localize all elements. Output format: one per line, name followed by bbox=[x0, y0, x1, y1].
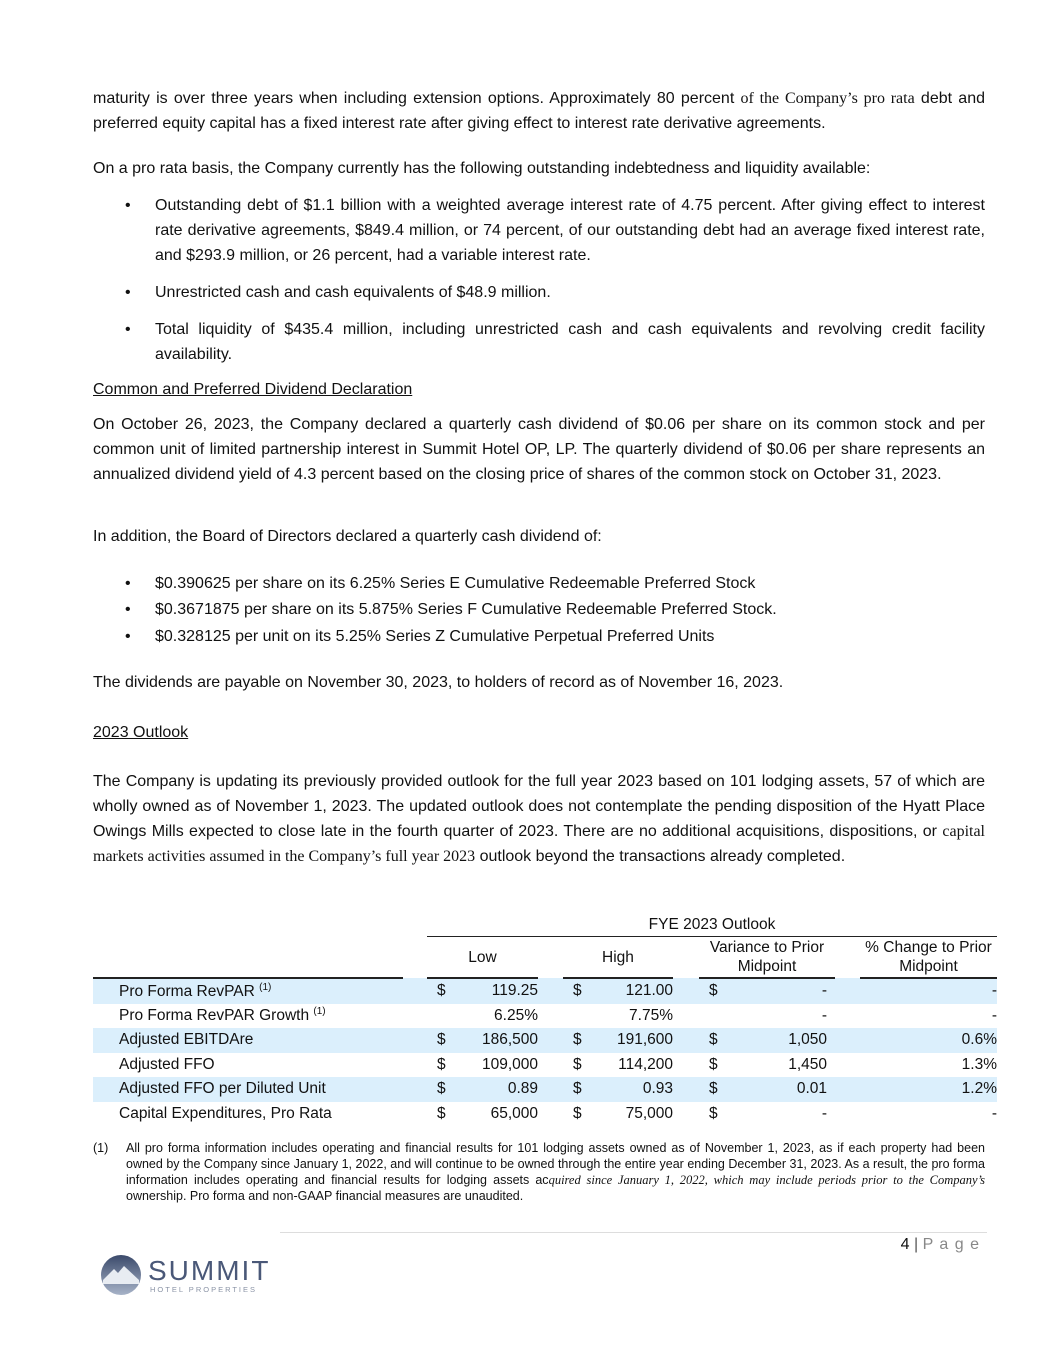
row-label: Pro Forma RevPAR $^{(1)}$ bbox=[93, 978, 403, 1004]
table-row bbox=[93, 1004, 997, 1029]
low-currency bbox=[427, 1004, 455, 1029]
low-value: 6.25% bbox=[494, 1006, 538, 1024]
paragraph-debt-maturity: maturity is over three years when including extension options. Approximately 80 percent of the Company’s pro rata debt and preferred equity capital has a fixed interest rate after giving effect to interest rate derivative agreements. bbox=[93, 90, 985, 132]
low-value: 119.25 bbox=[455, 978, 538, 1004]
variance-currency: $ bbox=[699, 1077, 726, 1102]
variance-currency: $ bbox=[699, 1028, 726, 1053]
footnote-number: (1) bbox=[93, 1141, 109, 1155]
row-label: Adjusted FFO per Diluted Unit bbox=[93, 1077, 403, 1102]
row-label: Pro Forma RevPAR Growth $^{(1)}$ bbox=[119, 1006, 326, 1025]
footnote bbox=[93, 1140, 985, 1204]
high-currency: $ bbox=[573, 1104, 582, 1122]
variance-value: - bbox=[821, 1104, 827, 1122]
pct-change-value: - bbox=[860, 978, 997, 1004]
preferred-dividend-list bbox=[93, 571, 985, 649]
mountain-logo-icon bbox=[100, 1254, 142, 1296]
low-currency: $ bbox=[427, 1028, 455, 1053]
column-header-variance: Variance to Prior Midpoint bbox=[699, 937, 835, 979]
high-value: 191,600 bbox=[590, 1028, 673, 1053]
high-value: 0.93 bbox=[590, 1077, 673, 1102]
paragraph-dividend: On October 26, 2023, the Company declared a quarterly cash dividend of $0.06 per share on its common stock and per common unit of limited partnership interest in Summit Hotel OP, LP. The quarterly dividend of $0.06 per share represents an annualized dividend yield of 4.3 percent based on the closing price of shares of the common stock on October 31, 2023. bbox=[93, 416, 985, 483]
table-row bbox=[93, 1102, 997, 1127]
row-label: Capital Expenditures, Pro Rata bbox=[119, 1104, 332, 1122]
column-header-low: Low bbox=[427, 937, 538, 979]
footer-divider bbox=[280, 1232, 987, 1233]
variance-value: 1,050 bbox=[726, 1028, 835, 1053]
liquidity-list bbox=[93, 193, 985, 367]
variance-value: 1,450 bbox=[788, 1055, 827, 1073]
variance-currency: $ bbox=[709, 1055, 718, 1073]
high-value: 114,200 bbox=[618, 1055, 673, 1073]
row-label: Adjusted FFO bbox=[119, 1055, 215, 1073]
low-value: 65,000 bbox=[490, 1104, 538, 1122]
table-row bbox=[93, 1053, 997, 1078]
high-value: 7.75% bbox=[629, 1006, 673, 1024]
column-header-high: High bbox=[563, 937, 673, 979]
high-currency: $ bbox=[563, 1077, 590, 1102]
page-number: 4 | P a g e bbox=[900, 1236, 980, 1253]
variance-currency: $ bbox=[699, 978, 726, 1004]
high-currency: $ bbox=[563, 1028, 590, 1053]
list-item: • $0.390625 per share on its 6.25% Series E Cumulative Redeemable Preferred Stock bbox=[93, 571, 985, 596]
footnote-text: All pro forma information includes operating and financial results for 101 lodging assets owned as of November 1, 2023, as if each property had been owned by the Company since January 1, 2022, and will continue to be owned through the entire year ending December 31, 2023. As a result, the pro forma information includes operating and financial results for lodging assets acquired since January 1, 2022, which may include periods prior to the Company’s ownership. Pro forma and non-GAAP financial measures are unaudited. bbox=[126, 1141, 985, 1203]
low-value: 0.89 bbox=[455, 1077, 538, 1102]
paragraph-indebtedness: On a pro rata basis, the Company currently has the following outstanding indebtedness and liquidity available: bbox=[93, 160, 871, 177]
column-header-pct-change: % Change to Prior Midpoint bbox=[860, 937, 997, 979]
paragraph-outlook: The Company is updating its previously provided outlook for the full year 2023 based on 101 lodging assets, 57 of which are wholly owned as of November 1, 2023. The updated outlook does not contemplate the pending disposition of the Hyatt Place Owings Mills expected to close late in the fourth quarter of 2023. There are no additional acquisitions, dispositions, or capital markets activities assumed in the Company’s full year 2023 outlook beyond the transactions already completed. bbox=[93, 773, 985, 865]
high-currency bbox=[563, 1004, 590, 1029]
footnote-ref: (1) bbox=[259, 981, 272, 993]
low-value: 109,000 bbox=[481, 1055, 538, 1073]
pct-change-value: 1.2% bbox=[860, 1077, 997, 1102]
low-value: 186,500 bbox=[455, 1028, 538, 1053]
high-value: 121.00 bbox=[590, 978, 673, 1004]
table-row bbox=[93, 978, 997, 1004]
list-item: • Total liquidity of $435.4 million, including unrestricted cash and cash equivalents and revolving credit facility availability. bbox=[93, 317, 985, 367]
variance-value: - bbox=[726, 978, 835, 1004]
footnote-ref: (1) bbox=[313, 1006, 326, 1018]
outlook-table bbox=[93, 912, 997, 1126]
variance-value: - bbox=[821, 1006, 827, 1024]
pct-change-value: - bbox=[991, 1104, 997, 1122]
variance-currency bbox=[699, 1004, 726, 1029]
high-value: 75,000 bbox=[625, 1104, 673, 1122]
dividend-heading: Common and Preferred Dividend Declaration bbox=[93, 381, 413, 398]
list-item: • $0.328125 per unit on its 5.25% Series Z Cumulative Perpetual Preferred Units bbox=[93, 624, 985, 649]
table-row bbox=[93, 1077, 997, 1102]
pct-change-value: - bbox=[991, 1006, 997, 1024]
list-item: • Outstanding debt of $1.1 billion with a weighted average interest rate of 4.75 percent. After giving effect to interest rate derivative agreements, $849.4 million, or 74 percent, of our outstanding debt had an average fixed interest rate, and $293.9 million, or 26 percent, had a variable interest rate. bbox=[93, 193, 985, 268]
high-currency: $ bbox=[563, 978, 590, 1004]
low-currency: $ bbox=[437, 1104, 446, 1122]
variance-value: 0.01 bbox=[726, 1077, 835, 1102]
low-currency: $ bbox=[427, 978, 455, 1004]
low-currency: $ bbox=[427, 1077, 455, 1102]
variance-currency: $ bbox=[709, 1104, 718, 1122]
paragraph-preferred-intro: In addition, the Board of Directors declared a quarterly cash dividend of: bbox=[93, 528, 602, 545]
paragraph-payable: The dividends are payable on November 30, 2023, to holders of record as of November 16, 2023. bbox=[93, 674, 784, 691]
table-row bbox=[93, 1028, 997, 1053]
list-item: • $0.3671875 per share on its 5.875% Series F Cumulative Redeemable Preferred Stock. bbox=[93, 597, 985, 622]
outlook-heading: 2023 Outlook bbox=[93, 724, 189, 741]
row-label: Adjusted EBITDAre bbox=[93, 1028, 403, 1053]
group-header: FYE 2023 Outlook bbox=[427, 912, 997, 937]
low-currency: $ bbox=[437, 1055, 446, 1073]
pct-change-value: 0.6% bbox=[860, 1028, 997, 1053]
pct-change-value: 1.3% bbox=[961, 1055, 997, 1073]
high-currency: $ bbox=[573, 1055, 582, 1073]
list-item: • Unrestricted cash and cash equivalents of $48.9 million. bbox=[93, 280, 985, 305]
summit-logo: SUMMIT HOTEL PROPERTIES bbox=[100, 1254, 280, 1296]
